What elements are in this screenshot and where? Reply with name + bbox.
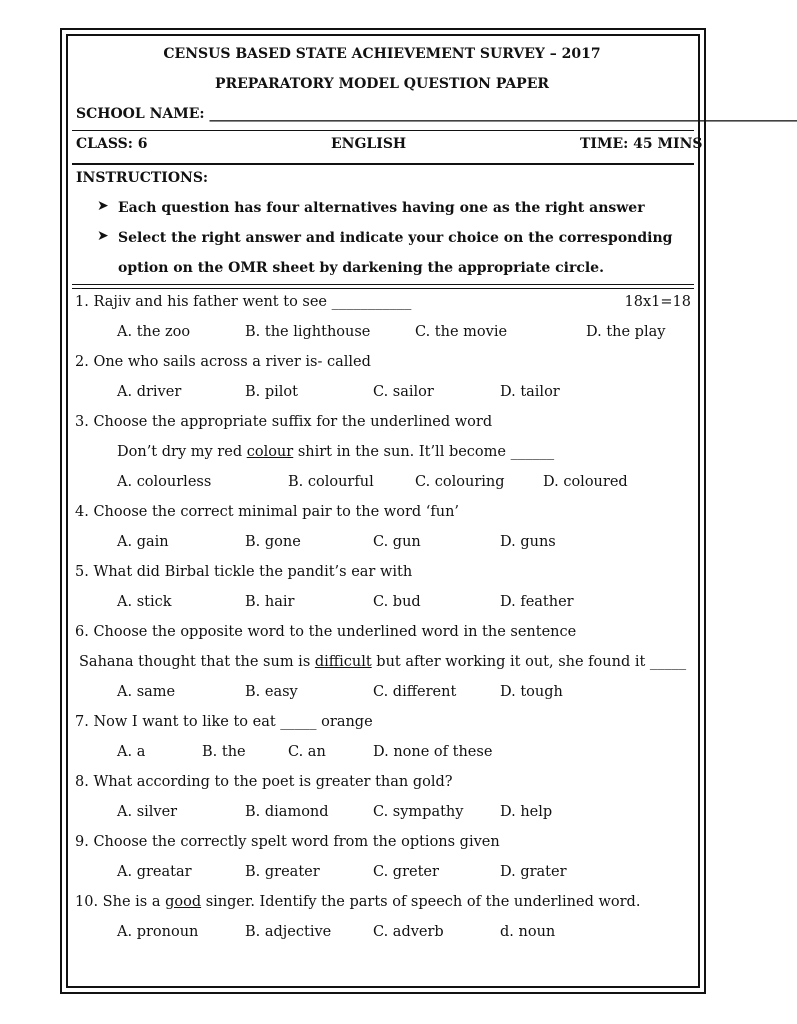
question-10 [75,892,640,912]
option: A. stick [117,594,172,610]
survey-title: CENSUS BASED STATE ACHIEVEMENT SURVEY – 2017 [163,46,601,62]
option: A. the zoo [117,324,191,340]
option: B. hair [245,594,295,610]
option: C. the movie [415,324,508,340]
sentence-text: shirt in the sun. It’ll become ______ [293,444,555,460]
arrow-bullet-icon: ➤ [97,228,109,244]
option: C. different [373,684,457,700]
option: B. gone [245,534,301,550]
option: d. noun [500,924,556,940]
instruction-item: Each question has four alternatives having one as the right answer [118,200,645,216]
option: A. a [117,744,146,760]
sentence-text: Sahana thought that the sum is [79,654,315,670]
subject-label: ENGLISH [331,136,407,152]
divider [72,163,694,165]
option: C. sympathy [373,804,464,820]
option: D. coloured [543,474,628,490]
question-3-sentence [117,442,554,462]
question-3: 3. Choose the appropriate suffix for the underlined word [75,414,493,430]
option: C. gun [373,534,421,550]
option: A. same [117,684,176,700]
question-7: 7. Now I want to like to eat _____ orange [75,714,373,730]
option: B. greater [245,864,320,880]
option: A. greatar [117,864,192,880]
sentence-text: Don’t dry my red [117,444,247,460]
option: D. the play [586,324,666,340]
time-label: TIME: 45 MINS [580,136,703,152]
option: B. pilot [245,384,298,400]
option: D. tough [500,684,563,700]
question-text: 10. She is a [75,894,166,910]
option: D. grater [500,864,567,880]
school-name-field: SCHOOL NAME: ____________________________________________________________________________________ [76,106,797,122]
option: C. sailor [373,384,434,400]
double-divider-bottom [72,288,694,289]
question-6-sentence [79,652,686,672]
option: D. help [500,804,553,820]
option: B. diamond [245,804,329,820]
option: D. none of these [373,744,493,760]
question-1: 1. Rajiv and his father went to see ___________ [75,294,412,310]
option: A. pronoun [117,924,199,940]
option: D. feather [500,594,574,610]
instruction-item: option on the OMR sheet by darkening the appropriate circle. [118,260,604,276]
option: D. tailor [500,384,560,400]
underlined-word: difficult [314,654,372,670]
question-text: singer. Identify the parts of speech of the underlined word. [201,894,641,910]
sentence-text: but after working it out, she found it _____ [371,654,687,670]
instructions-heading: INSTRUCTIONS: [76,170,209,186]
underlined-word: good [165,894,202,910]
arrow-bullet-icon: ➤ [97,198,109,214]
paper-subtitle: PREPARATORY MODEL QUESTION PAPER [214,76,550,92]
question-9: 9. Choose the correctly spelt word from the options given [75,834,500,850]
option: C. colouring [415,474,505,490]
question-6: 6. Choose the opposite word to the underlined word in the sentence [75,624,577,640]
instruction-item: Select the right answer and indicate your choice on the corresponding [118,230,673,246]
option: B. adjective [245,924,332,940]
double-divider-top [72,284,694,285]
marks-label: 18x1=18 [624,294,691,310]
option: C. an [288,744,326,760]
option: A. gain [117,534,169,550]
divider [72,130,694,131]
option: B. the [202,744,246,760]
option: A. silver [117,804,178,820]
underlined-word: colour [246,444,294,460]
option: C. adverb [373,924,444,940]
option: C. bud [373,594,421,610]
option: A. driver [117,384,182,400]
option: B. colourful [288,474,374,490]
option: B. the lighthouse [245,324,371,340]
option: B. easy [245,684,298,700]
question-5: 5. What did Birbal tickle the pandit’s ear with [75,564,413,580]
question-4: 4. Choose the correct minimal pair to the word ‘fun’ [75,504,460,520]
class-label: CLASS: 6 [76,136,148,152]
question-2: 2. One who sails across a river is- called [75,354,371,370]
option: C. greter [373,864,439,880]
option: A. colourless [117,474,212,490]
option: D. guns [500,534,556,550]
question-8: 8. What according to the poet is greater than gold? [75,774,453,790]
